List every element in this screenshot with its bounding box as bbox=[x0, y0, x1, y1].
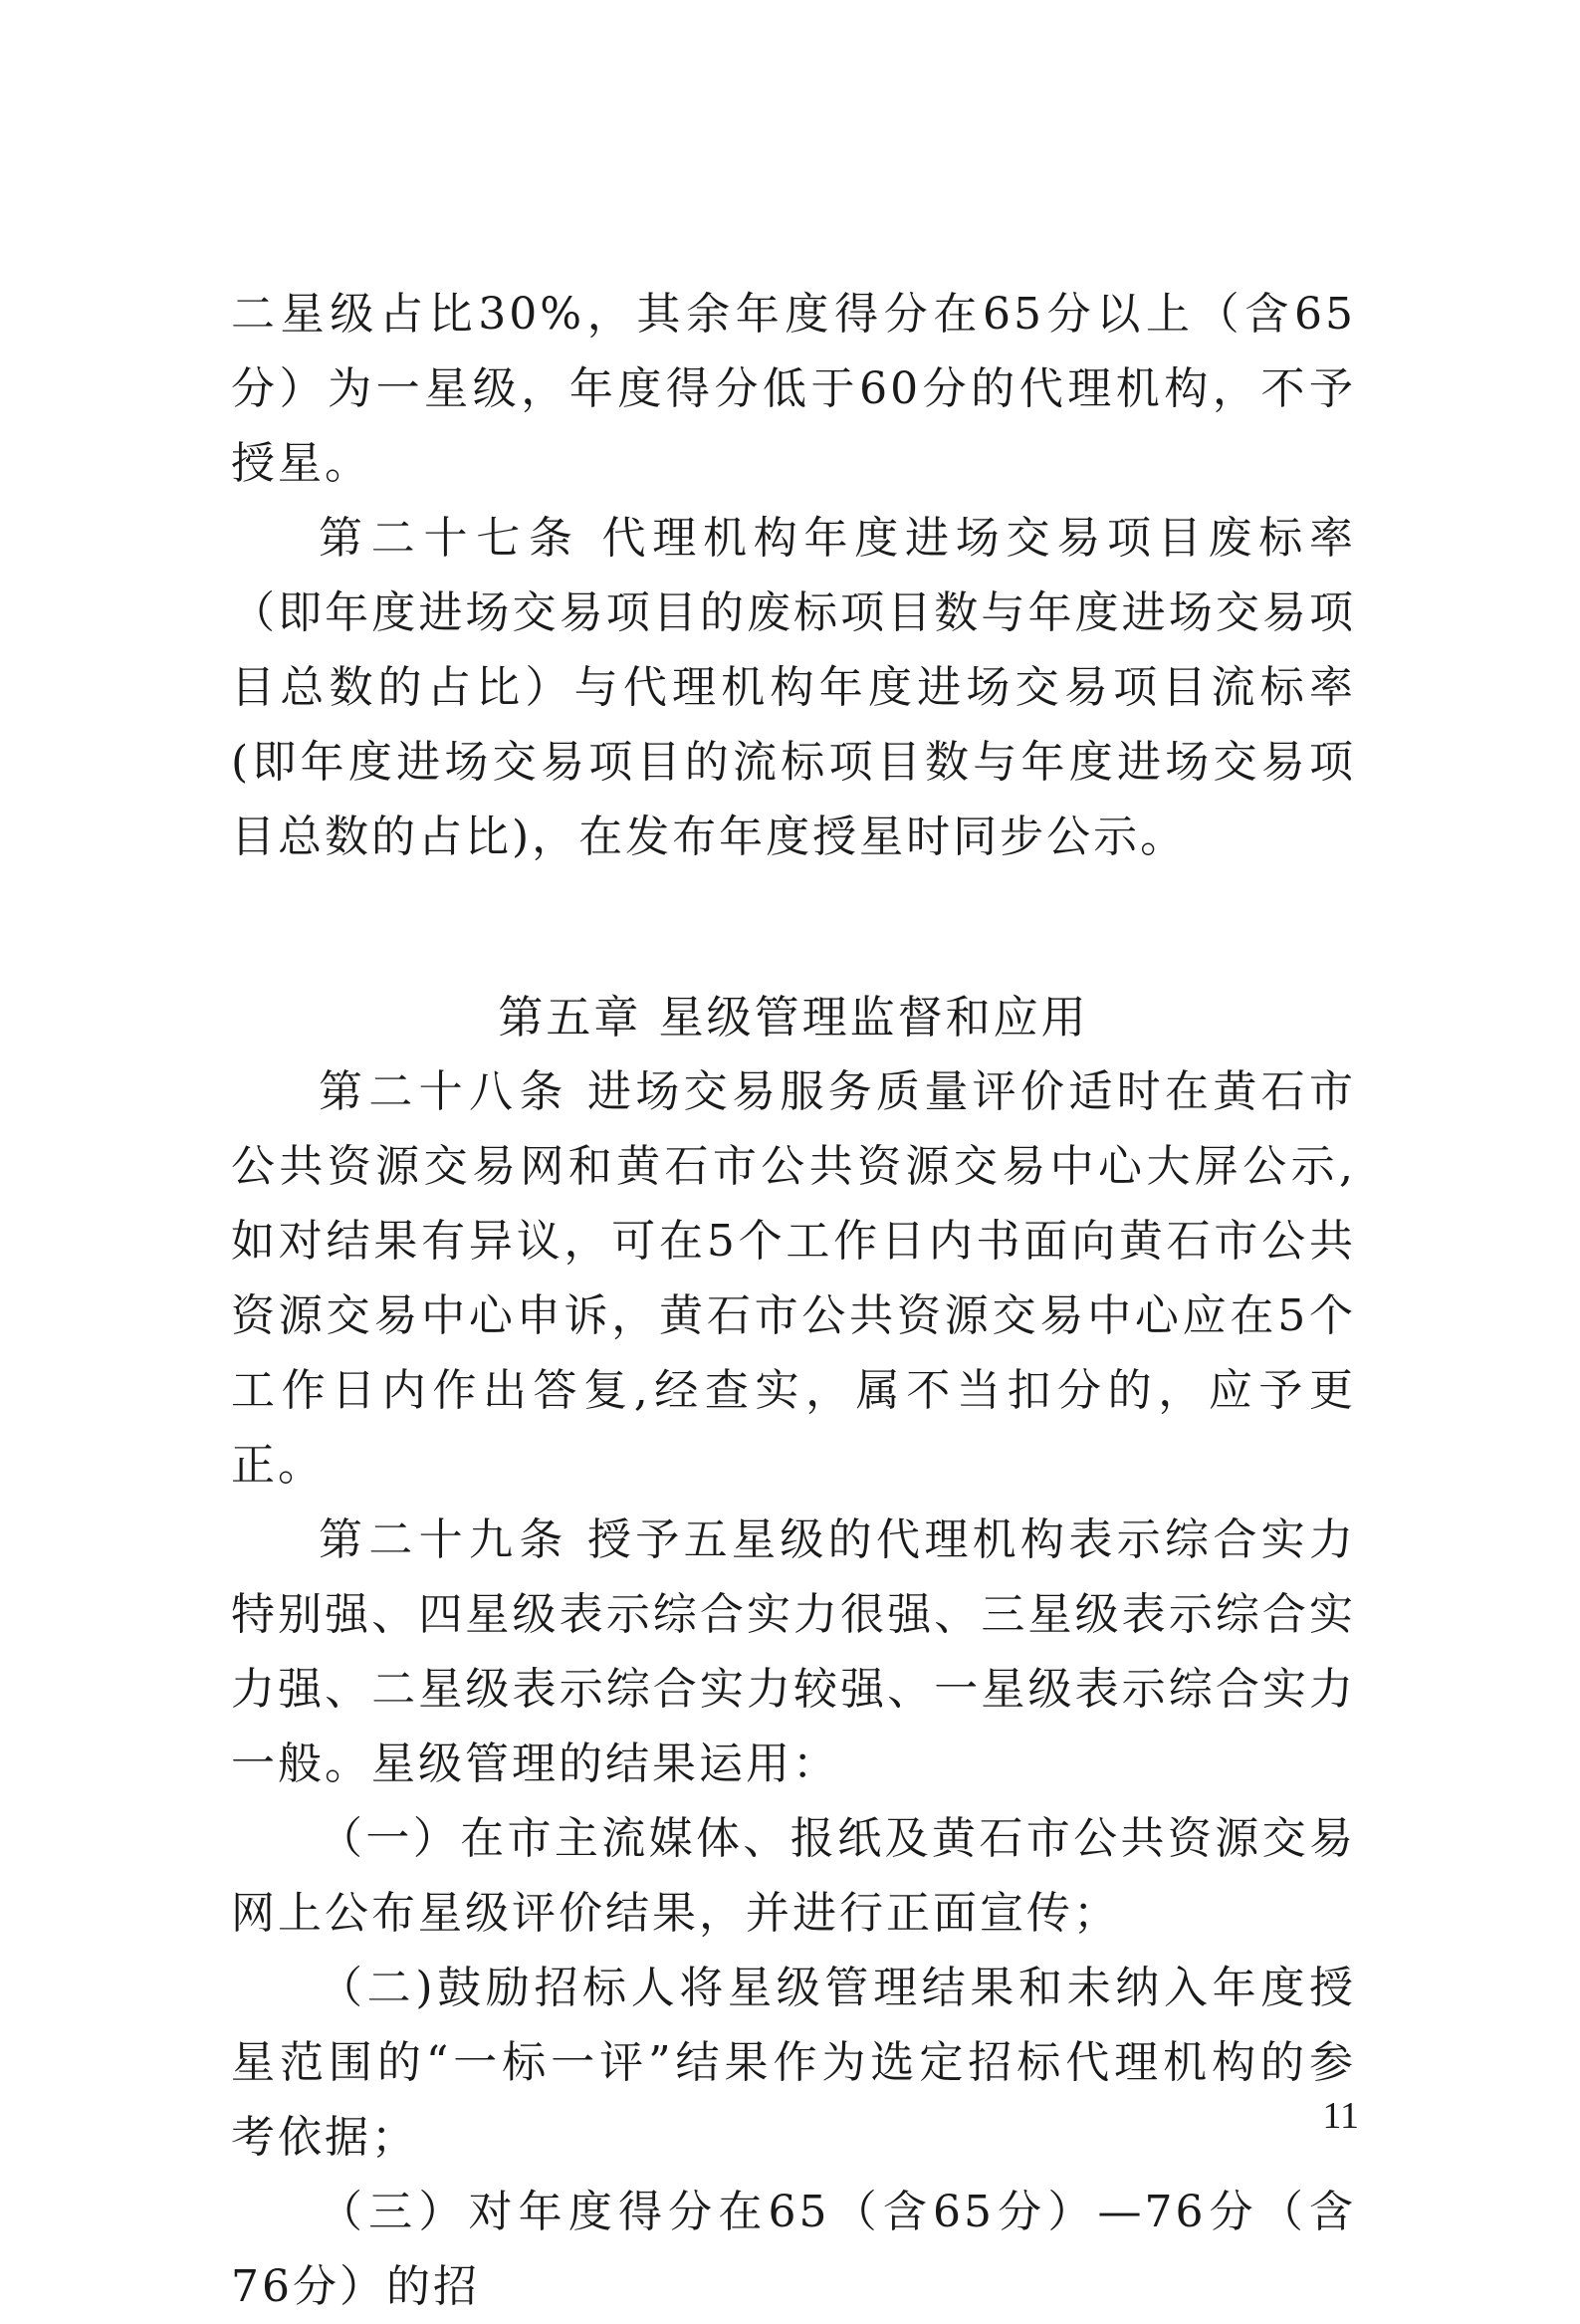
article-27-paragraph bbox=[231, 501, 1356, 874]
paragraph-text: 二星级占比30%，其余年度得分在65分以上（含65分）为一星级，年度得分低于60分的代理机构，不予授星。 bbox=[231, 289, 1356, 489]
article-29-paragraph bbox=[231, 1503, 1356, 1801]
paragraph-text: （二)鼓励招标人将星级管理结果和未纳入年度授星范围的“一标一评”结果作为选定招标代理机构的参考依据； bbox=[231, 1963, 1356, 2163]
page-number: 11 bbox=[1322, 2095, 1359, 2137]
list-item-1 bbox=[231, 1801, 1356, 1951]
list-item-2 bbox=[231, 1951, 1356, 2175]
article-label: 第二十七条 bbox=[319, 513, 581, 564]
section-spacer bbox=[231, 874, 1356, 980]
paragraph-text: 进场交易服务质量评价适时在黄石市公共资源交易网和黄石市公共资源交易中心大屏公示,如对结果有异议，可在5个工作日内书面向黄石市公共资源交易中心申诉，黄石市公共资源交易中心应在5个工作日内作出答复,经查实，属不当扣分的，应予更正。 bbox=[231, 1066, 1356, 1491]
article-spacer bbox=[569, 1514, 587, 1565]
paragraph-continued bbox=[231, 277, 1356, 501]
article-spacer bbox=[581, 513, 602, 564]
paragraph-text: （三）对年度得分在65（含65分）—76分（含76分）的招 bbox=[231, 2187, 1356, 2312]
paragraph-text: 代理机构年度进场交易项目废标率（即年度进场交易项目的废标项目数与年度进场交易项目总数的占比）与代理机构年度进场交易项目流标率(即年度进场交易项目的流标项目数与年度进场交易项目总数的占比)，在发布年度授星时同步公示。 bbox=[231, 513, 1356, 862]
article-label: 第二十八条 bbox=[319, 1066, 569, 1117]
paragraph-text: 授予五星级的代理机构表示综合实力特别强、四星级表示综合实力很强、三星级表示综合实力强、二星级表示综合实力较强、一星级表示综合实力一般。星级管理的结果运用： bbox=[231, 1514, 1356, 1789]
article-label: 第二十九条 bbox=[319, 1514, 569, 1565]
article-spacer bbox=[569, 1066, 587, 1117]
article-28-paragraph bbox=[231, 1054, 1356, 1503]
paragraph-text: （一）在市主流媒体、报纸及黄石市公共资源交易网上公布星级评价结果，并进行正面宣传； bbox=[231, 1813, 1356, 1939]
chapter-heading: 第五章 星级管理监督和应用 bbox=[498, 991, 1089, 1044]
page-content bbox=[231, 277, 1356, 2324]
list-item-3 bbox=[231, 2175, 1356, 2324]
